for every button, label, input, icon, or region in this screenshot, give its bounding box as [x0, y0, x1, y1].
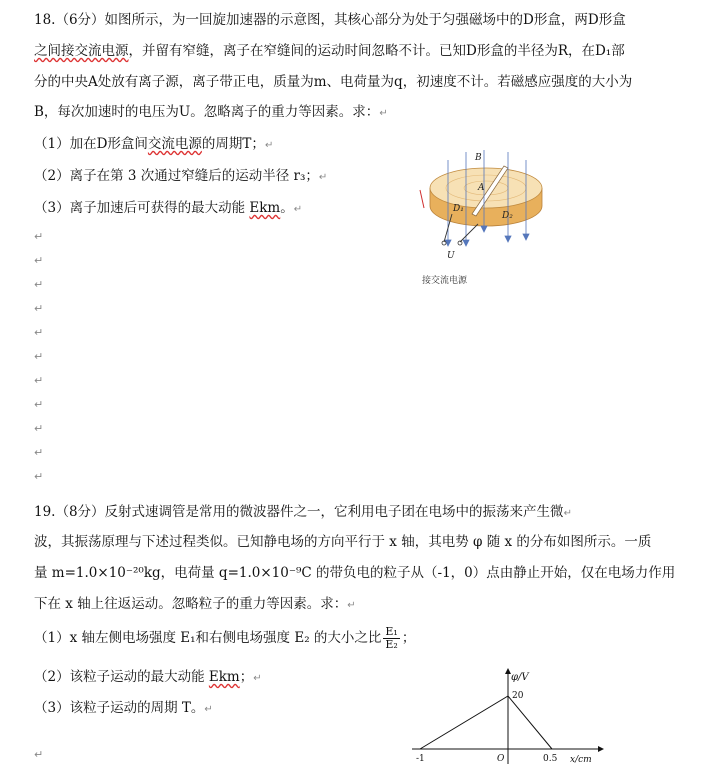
potential-graph — [408, 664, 608, 770]
paragraph-mark: ↵ — [34, 254, 44, 267]
q18-line-4: B，每次加速时的电压为U。忽略离子的重力等因素。求：↵ — [34, 104, 388, 120]
q19-line-3: 量 m=1.0×10⁻²⁰kg，电荷量 q=1.0×10⁻⁹C 的带负电的粒子从（-1，0）点由静止开始，仅在电场力作用 — [34, 565, 676, 581]
q18-line-3: 分的中央A处放有离子源，离子带正电，质量为m、电荷量为q，初速度不计。若磁感应强度的大小为 — [34, 74, 633, 90]
q18-part-3: （3）离子加速后可获得的最大动能 Ekm。↵ — [34, 200, 303, 216]
tick-label-05: 0.5 — [543, 754, 558, 764]
tick-label-neg1: -1 — [416, 754, 425, 764]
q18-line-1: 18.（6分）如图所示，为一回旋加速器的示意图，其核心部分为处于匀强磁场中的D形盒，两D形盒 — [34, 12, 626, 28]
series-line — [420, 696, 552, 749]
figure-caption: 接交流电源 — [422, 276, 468, 286]
q18-underlined-term: 之间接交流电源 — [34, 43, 129, 59]
q19-line-2: 波，其振荡原理与下述过程类似。已知静电场的方向平行于 x 轴，其电势 φ 随 x 的分布如图所示。一质 — [34, 534, 652, 550]
paragraph-mark: ↵ — [34, 326, 44, 339]
x-axis-label: x/cm — [570, 755, 592, 765]
label-D1: D₁ — [453, 204, 464, 214]
q19-part-3: （3）该粒子运动的周期 T。↵ — [34, 700, 213, 716]
paragraph-mark: ↵ — [34, 302, 44, 315]
q19-part-2: （2）该粒子运动的最大动能 Ekm；↵ — [34, 669, 262, 685]
ratio-fraction: $\frac{\text{E₁}}{\text{E₂}}$ — [385, 625, 398, 651]
paragraph-mark: ↵ — [34, 398, 44, 411]
cyclotron-figure — [408, 146, 548, 296]
paragraph-mark: ↵ — [34, 422, 44, 435]
label-U: U — [447, 251, 455, 261]
q18-part-2: （2）离子在第 3 次通过窄缝后的运动半径 r₃；↵ — [34, 168, 328, 184]
paragraph-mark: ↵ — [34, 446, 44, 459]
q18-line-2: 之间接交流电源，并留有窄缝，离子在窄缝间的运动时间忽略不计。已知D形盒的半径为R，在D₁部 — [34, 43, 625, 59]
paragraph-mark: ↵ — [34, 470, 44, 483]
q19-part-1: （1）x 轴左侧电场强度 E₁和右侧电场强度 E₂ 的大小之比 $\frac{\text{E₁}}{\text{E₂}}$ ； — [34, 625, 416, 651]
tick-label-20: 20 — [512, 691, 524, 701]
q19-line-1: 19.（8分）反射式速调管是常用的微波器件之一，它利用电子团在电场中的振荡来产生微↵ — [34, 504, 572, 520]
label-A: A — [478, 183, 485, 193]
paragraph-mark: ↵ — [34, 748, 44, 761]
label-D2: D₂ — [502, 211, 513, 221]
q18-part-1: （1）加在D形盒间交流电源的周期T；↵ — [34, 136, 274, 152]
paragraph-mark: ↵ — [34, 374, 44, 387]
paragraph-mark: ↵ — [34, 230, 44, 243]
origin-label: O — [497, 754, 505, 764]
paragraph-mark: ↵ — [34, 278, 44, 291]
q19-line-4: 下在 x 轴上往返运动。忽略粒子的重力等因素。求：↵ — [34, 596, 356, 612]
paragraph-mark: ↵ — [34, 350, 44, 363]
y-axis-label: φ/V — [511, 672, 529, 683]
label-B: B — [475, 153, 482, 163]
